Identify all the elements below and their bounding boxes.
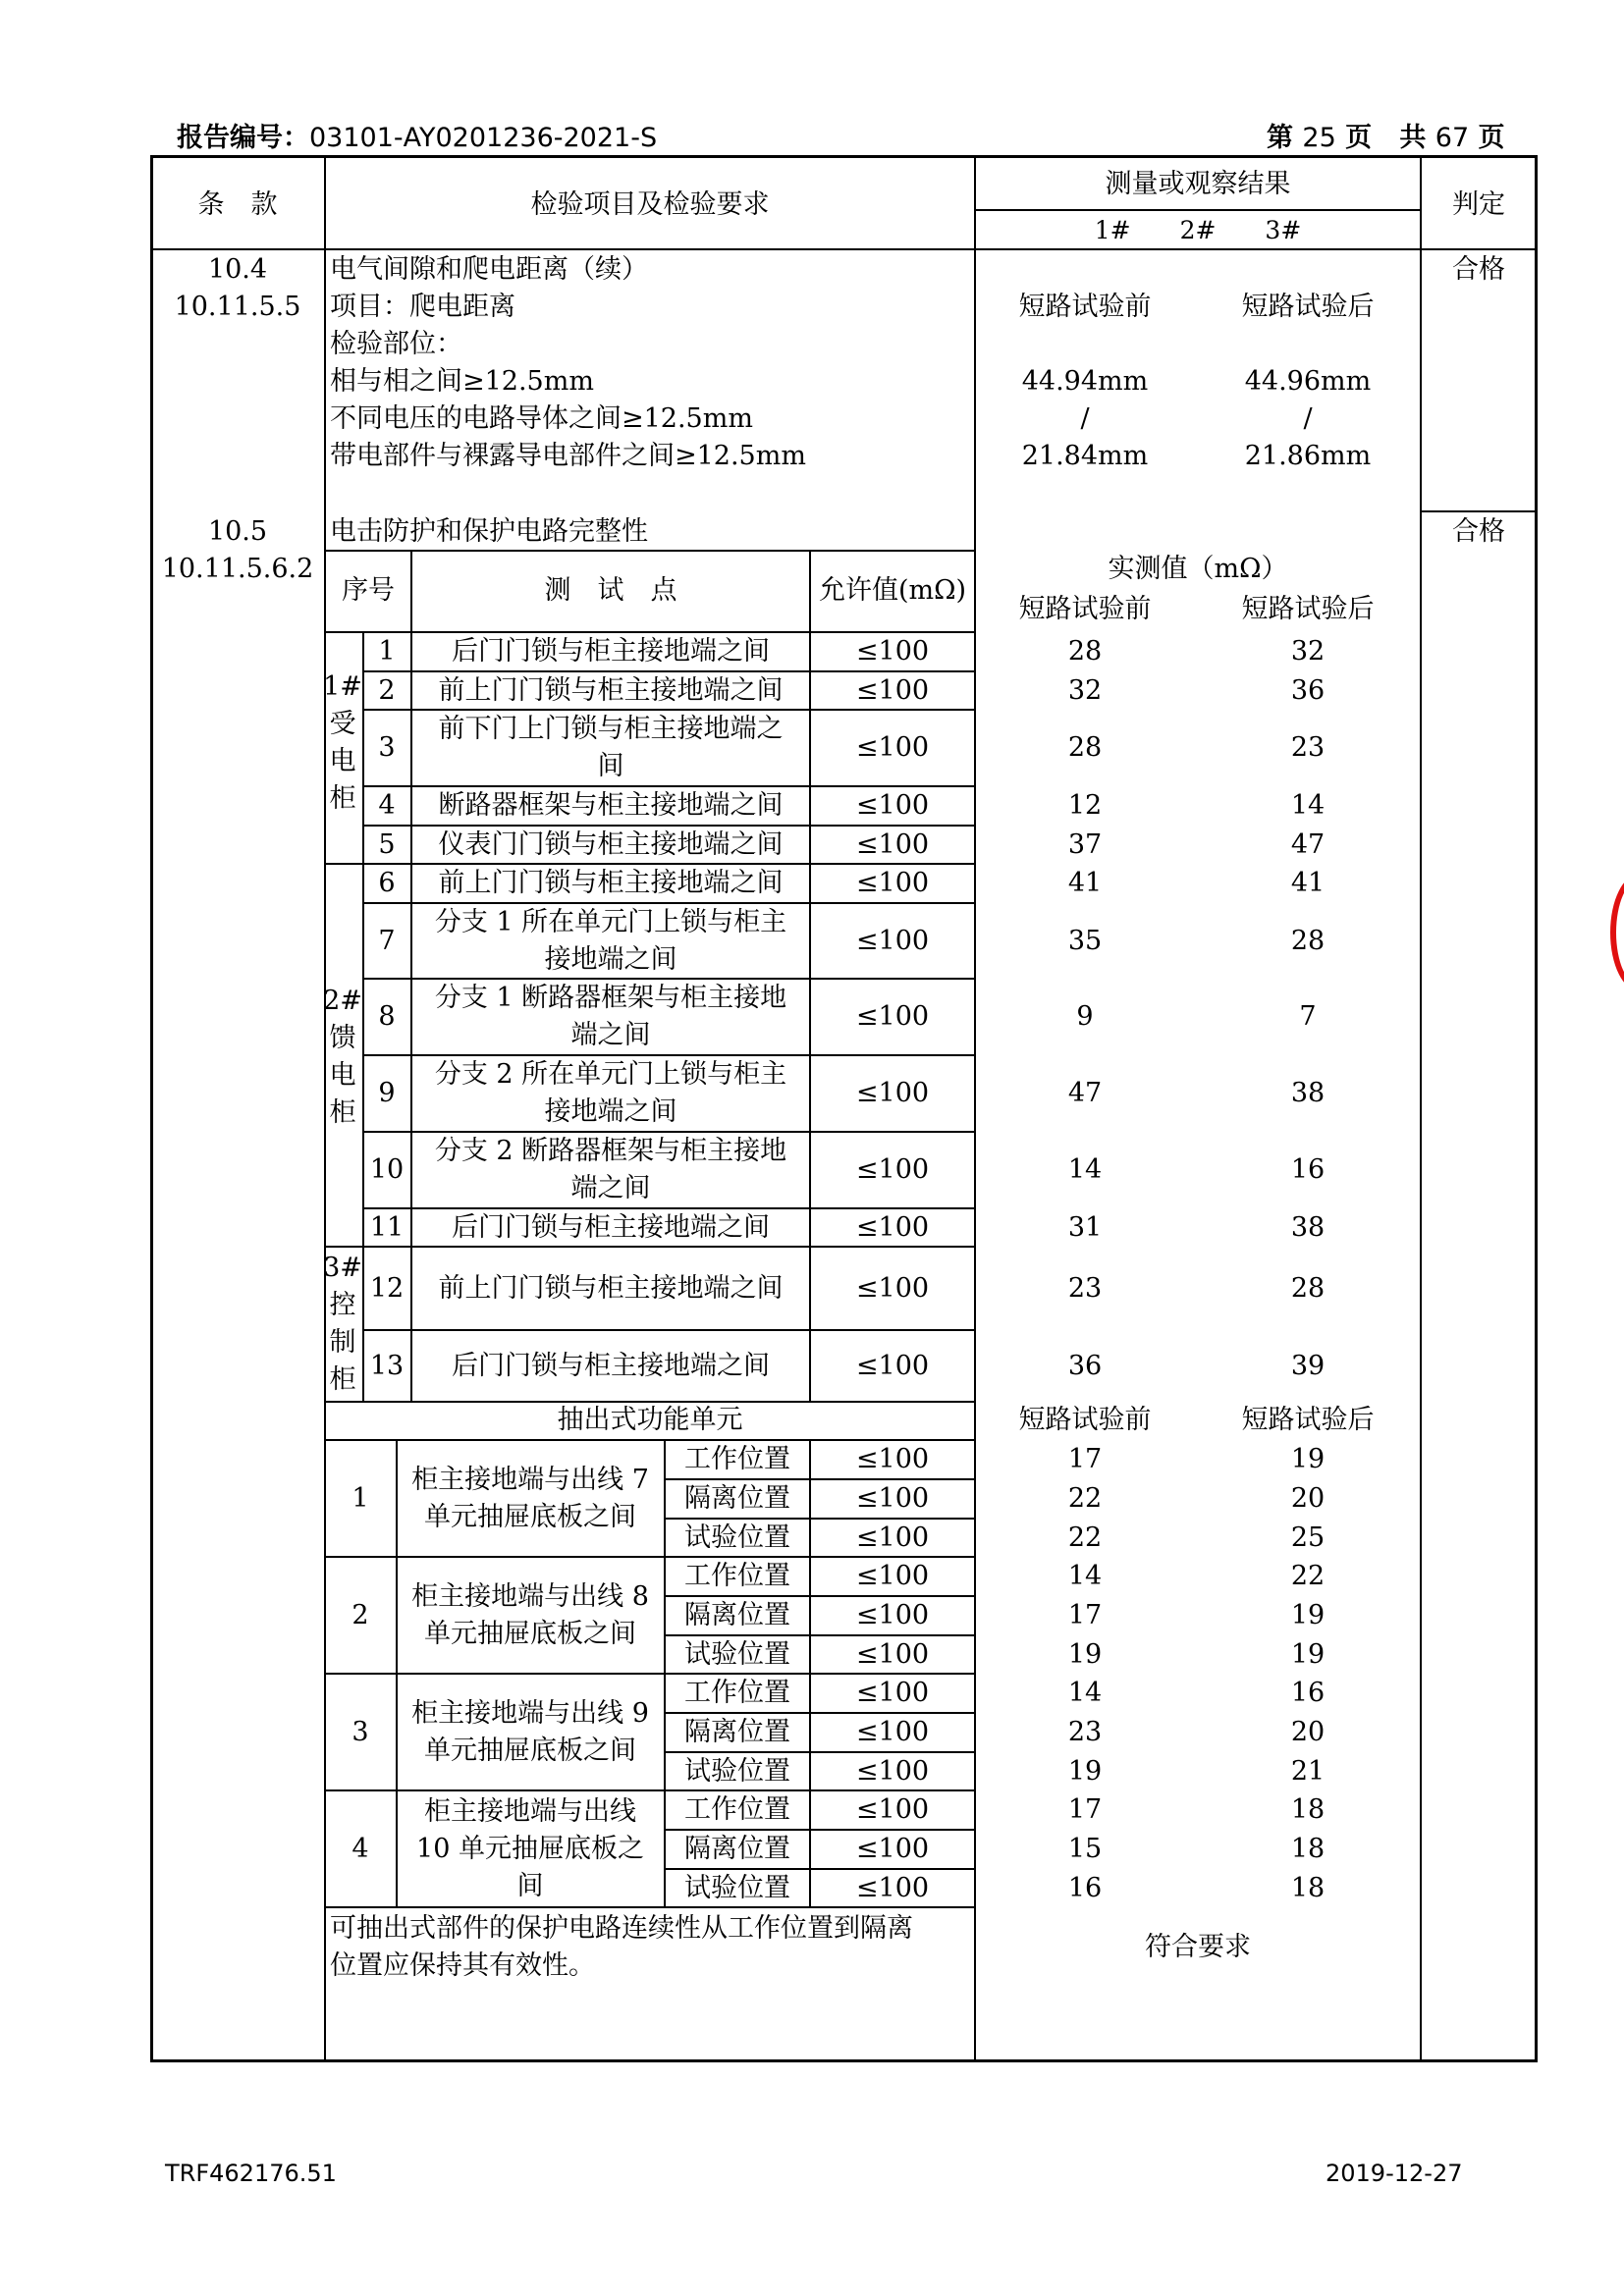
allowed-value: ≤100 <box>855 1350 930 1381</box>
position-name: 工作位置 <box>684 1444 790 1474</box>
test-point: 前上门门锁与柜主接地端之间 <box>438 868 784 898</box>
unit-number: 1 <box>352 1482 369 1514</box>
allowed-value: ≤100 <box>855 1717 930 1747</box>
row-number: 11 <box>369 1211 405 1243</box>
test-point: 接地端之间 <box>544 1096 677 1127</box>
measured-value-before: 31 <box>1067 1211 1103 1243</box>
measured-value-before: 23 <box>1067 1272 1103 1304</box>
column-header-verdict: 判定 <box>1452 189 1505 220</box>
row-number: 12 <box>369 1272 405 1304</box>
measured-value-after: 28 <box>1290 1272 1326 1304</box>
allowed-value: ≤100 <box>855 1600 930 1630</box>
test-point: 后门门锁与柜主接地端之间 <box>452 1350 770 1381</box>
allowed-value: ≤100 <box>855 868 930 898</box>
row-number: 5 <box>378 828 396 860</box>
after-label: 短路试验后 <box>1241 292 1375 322</box>
column-header-allow: 允许值(mΩ) <box>818 575 967 606</box>
measured-value-before: 41 <box>1067 868 1103 898</box>
unit-number: 3 <box>352 1716 369 1747</box>
unit-number: 2 <box>352 1599 369 1630</box>
measured-value-before: 28 <box>1067 636 1103 667</box>
seal-stamp <box>1610 874 1624 991</box>
measured-value-before: 9 <box>1076 1001 1094 1032</box>
column-header-samples: 1# 2# 3# <box>1094 216 1302 244</box>
test-point: 前下门上门锁与柜主接地端之 <box>438 714 784 744</box>
measured-value-before: 17 <box>1067 1600 1103 1630</box>
test-point: 接地端之间 <box>544 943 677 975</box>
measured-value-after: 38 <box>1290 1078 1326 1108</box>
verdict-pass: 合格 <box>1452 516 1505 547</box>
position-name: 工作位置 <box>684 1794 790 1825</box>
measured-value-before: 12 <box>1067 790 1103 821</box>
measured-value-after: 16 <box>1290 1678 1326 1708</box>
measured-value-before: 16 <box>1067 1872 1103 1903</box>
measured-value-before: 14 <box>1067 1561 1103 1591</box>
clause-number: 10.11.5.5 <box>174 292 301 322</box>
measured-value-before: 35 <box>1067 925 1103 956</box>
unit-description: 单元抽屉底板之间 <box>424 1735 636 1766</box>
measured-value-before: 17 <box>1067 1444 1103 1474</box>
allowed-value: ≤100 <box>855 1444 930 1474</box>
measured-value-after: 18 <box>1290 1834 1326 1864</box>
report-number: 报告编号：03101-AY0201236-2021-S <box>177 123 658 153</box>
position-name: 试验位置 <box>684 1522 790 1553</box>
allowed-value: ≤100 <box>855 1272 930 1304</box>
measured-value-after: 20 <box>1290 1483 1326 1514</box>
measured-value-after: 18 <box>1290 1872 1326 1903</box>
row-number: 7 <box>378 925 396 956</box>
row-number: 4 <box>378 790 396 821</box>
position-name: 隔离位置 <box>684 1483 790 1514</box>
measured-value-before: 14 <box>1067 1678 1103 1708</box>
test-point: 后门门锁与柜主接地端之间 <box>452 636 770 667</box>
measured-value-before: 21.84mm <box>1021 441 1149 471</box>
row-number: 6 <box>378 868 396 898</box>
row-number: 10 <box>369 1154 405 1185</box>
column-header-clause: 条 款 <box>197 189 278 220</box>
clause-number: 10.5 <box>207 516 268 547</box>
allowed-value: ≤100 <box>855 674 930 706</box>
position-name: 工作位置 <box>684 1561 790 1591</box>
allowed-value: ≤100 <box>855 1638 930 1670</box>
measured-value-after: 21.86mm <box>1244 441 1372 471</box>
measured-value-after: 32 <box>1290 636 1326 667</box>
measured-value-after: 22 <box>1290 1561 1326 1591</box>
measured-value-before: 37 <box>1067 828 1103 860</box>
allowed-value: ≤100 <box>855 1678 930 1708</box>
unit-description: 柜主接地端与出线 9 <box>411 1697 649 1729</box>
item-label: 项目：爬电距离 <box>330 292 515 322</box>
cabinet-label: 柜 <box>329 783 356 814</box>
allowed-value: ≤100 <box>855 1154 930 1185</box>
unit-number: 4 <box>352 1833 369 1864</box>
measured-value-after: 7 <box>1299 1001 1317 1032</box>
cabinet-label: 制 <box>329 1327 356 1358</box>
measured-value-after: 19 <box>1290 1638 1326 1670</box>
after-label: 短路试验后 <box>1241 1405 1375 1435</box>
measured-value-after: 14 <box>1290 790 1326 821</box>
allowed-value: ≤100 <box>855 1522 930 1553</box>
page-indicator: 第 25 页 共 67 页 <box>1267 123 1505 153</box>
allowed-value: ≤100 <box>855 1872 930 1903</box>
unit-description: 10 单元抽屉底板之 <box>416 1833 644 1864</box>
clause-number: 10.11.5.6.2 <box>161 554 314 584</box>
cabinet-label: 电 <box>329 1060 356 1091</box>
measured-label: 实测值（mΩ） <box>1108 554 1288 584</box>
requirement-note: 可抽出式部件的保护电路连续性从工作位置到隔离 <box>330 1913 913 1944</box>
cabinet-label: 3# <box>323 1253 362 1283</box>
test-point: 端之间 <box>570 1020 651 1050</box>
allowed-value: ≤100 <box>855 828 930 860</box>
unit-description: 单元抽屉底板之间 <box>424 1501 636 1532</box>
measured-value-before: 47 <box>1067 1078 1103 1108</box>
form-number: TRF462176.51 <box>165 2160 337 2187</box>
measured-value-after: 20 <box>1290 1717 1326 1747</box>
unit-description: 柜主接地端与出线 <box>424 1795 636 1827</box>
allowed-value: ≤100 <box>855 1078 930 1108</box>
position-name: 试验位置 <box>684 1755 790 1787</box>
allowed-value: ≤100 <box>855 1561 930 1591</box>
requirement-text: 相与相之间≥12.5mm <box>330 366 594 397</box>
measured-value-after: 41 <box>1290 868 1326 898</box>
section-title: 电击防护和保护电路完整性 <box>330 516 648 547</box>
allowed-value: ≤100 <box>855 732 930 763</box>
test-point: 分支 2 所在单元门上锁与柜主 <box>434 1059 787 1090</box>
position-name: 隔离位置 <box>684 1834 790 1864</box>
column-header-item: 检验项目及检验要求 <box>530 189 770 220</box>
measured-value-before: / <box>1080 403 1090 434</box>
test-point: 分支 1 断路器框架与柜主接地 <box>434 983 787 1013</box>
allowed-value: ≤100 <box>855 925 930 956</box>
before-label: 短路试验前 <box>1018 292 1152 322</box>
test-point: 后门门锁与柜主接地端之间 <box>452 1211 770 1243</box>
measured-value-after: 28 <box>1290 925 1326 956</box>
column-header-no: 序号 <box>342 575 395 606</box>
cabinet-label: 受 <box>329 709 356 739</box>
measured-value-after: 25 <box>1290 1522 1326 1553</box>
cabinet-label: 1# <box>323 671 362 702</box>
test-point: 断路器框架与柜主接地端之间 <box>438 790 784 821</box>
measured-value-after: 39 <box>1290 1350 1326 1381</box>
measured-value-after: 18 <box>1290 1794 1326 1825</box>
measured-value-after: 44.96mm <box>1244 366 1372 397</box>
measured-value-before: 23 <box>1067 1717 1103 1747</box>
measured-value-before: 32 <box>1067 674 1103 706</box>
location-label: 检验部位： <box>330 329 462 359</box>
allowed-value: ≤100 <box>855 1211 930 1243</box>
measured-value-after: 19 <box>1290 1444 1326 1474</box>
column-header-point: 测 试 点 <box>544 575 677 606</box>
before-label: 短路试验前 <box>1018 594 1152 624</box>
allowed-value: ≤100 <box>855 1794 930 1825</box>
form-date: 2019-12-27 <box>1326 2160 1463 2187</box>
measured-value-after: 38 <box>1290 1211 1326 1243</box>
measured-value-after: 16 <box>1290 1154 1326 1185</box>
test-point: 仪表门门锁与柜主接地端之间 <box>438 828 784 860</box>
unit-description: 间 <box>516 1870 544 1901</box>
measured-value-after: 36 <box>1290 674 1326 706</box>
cabinet-label: 2# <box>323 986 362 1016</box>
row-number: 9 <box>378 1078 396 1108</box>
observation-result: 符合要求 <box>1145 1932 1251 1962</box>
row-number: 3 <box>378 732 396 763</box>
measured-value-before: 28 <box>1067 732 1103 763</box>
measured-value-before: 17 <box>1067 1794 1103 1825</box>
measured-value-before: 19 <box>1067 1638 1103 1670</box>
after-label: 短路试验后 <box>1241 594 1375 624</box>
test-point: 端之间 <box>570 1173 651 1203</box>
measured-value-before: 14 <box>1067 1154 1103 1185</box>
measured-value-after: 19 <box>1290 1600 1326 1630</box>
clause-number: 10.4 <box>207 254 268 285</box>
requirement-text: 带电部件与裸露导电部件之间≥12.5mm <box>330 441 806 471</box>
row-number: 13 <box>369 1350 405 1381</box>
grid-line <box>1421 510 1538 512</box>
drawout-title: 抽出式功能单元 <box>557 1405 743 1435</box>
measured-value-before: 19 <box>1067 1755 1103 1787</box>
row-number: 1 <box>378 636 396 667</box>
cabinet-label: 控 <box>329 1290 356 1320</box>
allowed-value: ≤100 <box>855 790 930 821</box>
allowed-value: ≤100 <box>855 1755 930 1787</box>
measured-value-before: 22 <box>1067 1522 1103 1553</box>
position-name: 隔离位置 <box>684 1717 790 1747</box>
measured-value-after: 47 <box>1290 828 1326 860</box>
measured-value-before: 36 <box>1067 1350 1103 1381</box>
test-point: 分支 2 断路器框架与柜主接地 <box>434 1136 787 1166</box>
position-name: 隔离位置 <box>684 1600 790 1630</box>
test-point: 分支 1 所在单元门上锁与柜主 <box>434 906 787 937</box>
cabinet-label: 柜 <box>329 1097 356 1128</box>
unit-description: 柜主接地端与出线 7 <box>411 1464 649 1495</box>
test-point: 前上门门锁与柜主接地端之间 <box>438 1272 784 1304</box>
allowed-value: ≤100 <box>855 1483 930 1514</box>
test-point: 间 <box>597 751 624 781</box>
measured-value-before: 44.94mm <box>1021 366 1149 397</box>
cabinet-label: 电 <box>329 746 356 776</box>
verdict-pass: 合格 <box>1452 254 1505 285</box>
position-name: 试验位置 <box>684 1872 790 1903</box>
cabinet-label: 馈 <box>329 1023 356 1053</box>
measured-value-after: 21 <box>1290 1755 1326 1787</box>
requirement-text: 不同电压的电路导体之间≥12.5mm <box>330 403 753 434</box>
test-point: 前上门门锁与柜主接地端之间 <box>438 674 784 706</box>
measured-value-before: 22 <box>1067 1483 1103 1514</box>
position-name: 工作位置 <box>684 1678 790 1708</box>
measured-value-before: 15 <box>1067 1834 1103 1864</box>
position-name: 试验位置 <box>684 1638 790 1670</box>
requirement-note: 位置应保持其有效性。 <box>330 1950 595 1981</box>
measured-value-after: 23 <box>1290 732 1326 763</box>
allowed-value: ≤100 <box>855 1001 930 1032</box>
allowed-value: ≤100 <box>855 1834 930 1864</box>
column-header-result: 测量或观察结果 <box>1105 169 1291 199</box>
measured-value-after: / <box>1303 403 1313 434</box>
row-number: 2 <box>378 674 396 706</box>
before-label: 短路试验前 <box>1018 1405 1152 1435</box>
cabinet-label: 柜 <box>329 1364 356 1395</box>
unit-description: 柜主接地端与出线 8 <box>411 1580 649 1612</box>
unit-description: 单元抽屉底板之间 <box>424 1618 636 1649</box>
row-number: 8 <box>378 1001 396 1032</box>
allowed-value: ≤100 <box>855 636 930 667</box>
section-title: 电气间隙和爬电距离（续） <box>330 254 648 285</box>
